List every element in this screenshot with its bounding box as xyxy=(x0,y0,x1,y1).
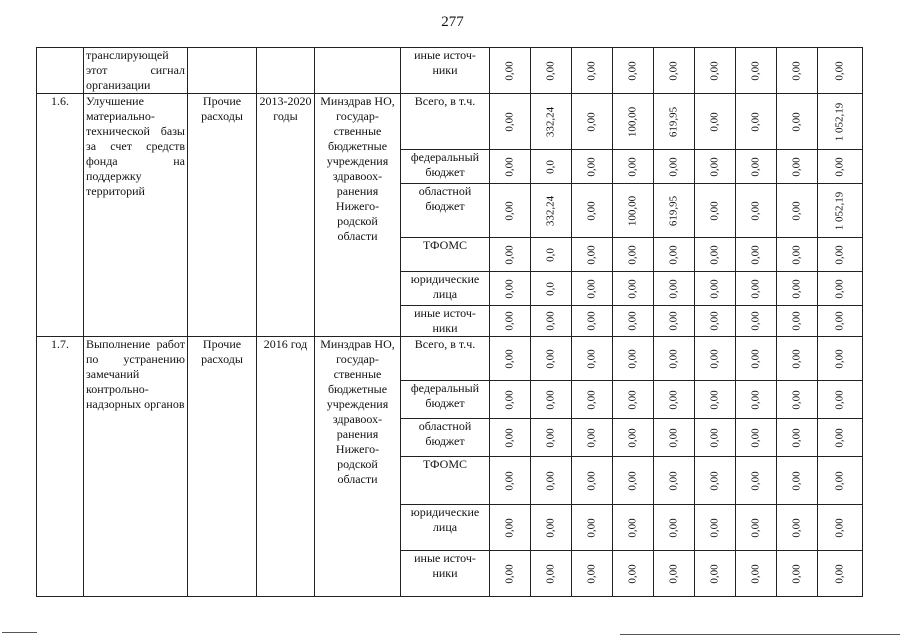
value-cell xyxy=(654,150,695,184)
value-cell xyxy=(531,48,572,94)
value-cell xyxy=(695,272,736,306)
value-cell xyxy=(613,419,654,457)
value-text: 0,00 xyxy=(790,427,803,448)
value-text: 0,00 xyxy=(749,311,762,331)
value-cell xyxy=(572,457,613,505)
item-period xyxy=(257,48,315,94)
value-text: 0,00 xyxy=(708,389,721,410)
value-cell xyxy=(736,551,777,597)
value-cell xyxy=(818,94,863,150)
footer-rule-right xyxy=(620,634,900,635)
value-cell xyxy=(490,306,531,337)
value-text: 0,00 xyxy=(585,470,598,491)
value-text: 0,00 xyxy=(667,278,680,299)
value-text: 619,95 xyxy=(667,106,680,137)
value-cell xyxy=(818,150,863,184)
value-cell xyxy=(654,238,695,272)
value-text: 0,00 xyxy=(790,200,803,221)
value-cell xyxy=(736,419,777,457)
value-cell xyxy=(531,419,572,457)
value-cell xyxy=(736,48,777,94)
value-text: 332,24 xyxy=(544,195,557,226)
value-cell xyxy=(572,238,613,272)
value-text: 0,00 xyxy=(708,311,721,331)
value-cell xyxy=(695,184,736,238)
value-text: 0,00 xyxy=(790,517,803,538)
value-text: 0,00 xyxy=(503,156,516,177)
value-cell xyxy=(695,505,736,551)
value-text: 0,00 xyxy=(544,311,557,331)
value-text: 0,00 xyxy=(749,200,762,221)
value-cell xyxy=(695,238,736,272)
value-text: 0,00 xyxy=(585,311,598,331)
value-cell xyxy=(654,551,695,597)
value-cell xyxy=(490,381,531,419)
table-row xyxy=(37,48,863,94)
funding-source: Всего, в т.ч. xyxy=(401,337,490,381)
value-cell xyxy=(736,238,777,272)
value-text: 0,00 xyxy=(790,311,803,331)
value-cell xyxy=(777,381,818,419)
value-text: 0,00 xyxy=(708,563,721,584)
item-number xyxy=(37,48,84,94)
value-text: 100,00 xyxy=(626,195,639,226)
value-text: 0,00 xyxy=(749,111,762,132)
value-text: 0,00 xyxy=(585,156,598,177)
value-text: 0,00 xyxy=(544,517,557,538)
table-body xyxy=(37,48,863,597)
value-cell xyxy=(531,306,572,337)
page-number: 277 xyxy=(441,14,464,30)
funding-source: иные источ-ники xyxy=(401,48,490,94)
value-cell xyxy=(531,94,572,150)
value-cell xyxy=(818,381,863,419)
value-cell xyxy=(490,551,531,597)
value-text: 0,00 xyxy=(833,311,846,331)
value-cell xyxy=(654,381,695,419)
value-text: 0,00 xyxy=(503,389,516,410)
value-cell xyxy=(572,419,613,457)
value-text: 0,00 xyxy=(585,111,598,132)
value-text: 619,95 xyxy=(667,195,680,226)
value-cell xyxy=(777,272,818,306)
value-text: 0,00 xyxy=(667,470,680,491)
value-text: 0,00 xyxy=(708,244,721,265)
value-cell xyxy=(777,505,818,551)
value-text: 0,00 xyxy=(626,311,639,331)
value-text: 0,00 xyxy=(503,348,516,369)
item-category: Прочие расходы xyxy=(188,94,257,337)
value-text: 0,00 xyxy=(749,470,762,491)
value-cell xyxy=(695,419,736,457)
item-description: Улучшение материально-технической базы за счет средств фонда на поддержку территорий xyxy=(84,94,188,337)
value-text: 0,00 xyxy=(833,563,846,584)
value-text: 0,00 xyxy=(503,563,516,584)
value-cell xyxy=(531,150,572,184)
item-description: транслирующей этот сигнал организации xyxy=(84,48,188,94)
value-text: 0,00 xyxy=(708,348,721,369)
value-cell xyxy=(490,48,531,94)
value-cell xyxy=(736,184,777,238)
table-row xyxy=(37,337,863,381)
value-text: 0,00 xyxy=(585,563,598,584)
value-text: 0,00 xyxy=(708,470,721,491)
funding-source: федеральный бюджет xyxy=(401,150,490,184)
item-category xyxy=(188,48,257,94)
value-cell xyxy=(654,419,695,457)
value-cell xyxy=(777,337,818,381)
value-text: 100,00 xyxy=(626,106,639,137)
value-text: 0,00 xyxy=(833,156,846,177)
value-text: 0,00 xyxy=(833,427,846,448)
value-text: 0,00 xyxy=(503,278,516,299)
value-text: 0,00 xyxy=(790,244,803,265)
value-text: 0,00 xyxy=(667,156,680,177)
funding-source: юридические лица xyxy=(401,272,490,306)
value-text: 0,00 xyxy=(790,111,803,132)
value-cell xyxy=(777,457,818,505)
value-text: 0,00 xyxy=(585,427,598,448)
value-text: 0,00 xyxy=(749,517,762,538)
value-text: 0,00 xyxy=(833,348,846,369)
value-text: 0,00 xyxy=(544,389,557,410)
value-cell xyxy=(531,505,572,551)
value-text: 0,00 xyxy=(626,348,639,369)
value-text: 0,00 xyxy=(708,278,721,299)
value-text: 0,00 xyxy=(708,60,721,81)
value-cell xyxy=(490,184,531,238)
value-text: 0,0 xyxy=(544,247,557,262)
funding-source: областной бюджет xyxy=(401,419,490,457)
value-text: 0,00 xyxy=(790,563,803,584)
value-text: 0,00 xyxy=(626,244,639,265)
funding-source: Всего, в т.ч. xyxy=(401,94,490,150)
value-cell xyxy=(490,457,531,505)
value-text: 0,00 xyxy=(708,517,721,538)
value-text: 0,0 xyxy=(544,159,557,174)
funding-source: ТФОМС xyxy=(401,238,490,272)
item-executor: Минздрав НО, государ-ственные бюджетные учреждения здравоох-ранения Нижего-родской области xyxy=(315,94,401,337)
value-cell xyxy=(818,48,863,94)
value-cell xyxy=(531,457,572,505)
value-text: 0,00 xyxy=(708,111,721,132)
value-text: 0,00 xyxy=(626,278,639,299)
value-text: 1 052,19 xyxy=(833,102,846,141)
value-text: 0,00 xyxy=(544,60,557,81)
value-text: 0,00 xyxy=(833,517,846,538)
value-cell xyxy=(818,419,863,457)
value-text: 0,00 xyxy=(749,278,762,299)
value-cell xyxy=(531,337,572,381)
value-cell xyxy=(777,306,818,337)
value-text: 0,00 xyxy=(708,427,721,448)
value-cell xyxy=(613,457,654,505)
value-cell xyxy=(613,184,654,238)
value-cell xyxy=(818,551,863,597)
item-executor: Минздрав НО, государ-ственные бюджетные учреждения здравоох-ранения Нижего-родской области xyxy=(315,337,401,597)
value-text: 0,00 xyxy=(667,517,680,538)
value-cell xyxy=(777,150,818,184)
item-number: 1.6. xyxy=(37,94,84,337)
value-cell xyxy=(818,337,863,381)
value-cell xyxy=(818,272,863,306)
value-cell xyxy=(613,150,654,184)
value-cell xyxy=(654,94,695,150)
value-cell xyxy=(613,272,654,306)
value-text: 0,00 xyxy=(708,200,721,221)
item-number: 1.7. xyxy=(37,337,84,597)
value-text: 0,00 xyxy=(667,348,680,369)
value-cell xyxy=(531,184,572,238)
value-cell xyxy=(777,48,818,94)
value-text: 0,00 xyxy=(667,244,680,265)
item-category: Прочие расходы xyxy=(188,337,257,597)
value-cell xyxy=(777,184,818,238)
value-text: 0,00 xyxy=(626,427,639,448)
value-text: 0,00 xyxy=(833,470,846,491)
value-text: 0,00 xyxy=(708,156,721,177)
value-text: 0,00 xyxy=(503,244,516,265)
value-text: 0,0 xyxy=(544,281,557,296)
value-cell xyxy=(695,150,736,184)
funding-source: иные источ-ники xyxy=(401,551,490,597)
value-cell xyxy=(572,272,613,306)
value-cell xyxy=(572,505,613,551)
value-text: 0,00 xyxy=(544,348,557,369)
value-cell xyxy=(572,337,613,381)
value-cell xyxy=(613,94,654,150)
value-text: 0,00 xyxy=(749,156,762,177)
value-cell xyxy=(818,184,863,238)
value-text: 0,00 xyxy=(667,389,680,410)
funding-source: иные источ-ники xyxy=(401,306,490,337)
value-cell xyxy=(736,337,777,381)
footer-rule-left xyxy=(2,632,37,633)
value-cell xyxy=(736,272,777,306)
value-text: 0,00 xyxy=(833,389,846,410)
value-text: 0,00 xyxy=(585,60,598,81)
value-text: 0,00 xyxy=(503,517,516,538)
value-cell xyxy=(490,272,531,306)
value-cell xyxy=(613,381,654,419)
value-cell xyxy=(613,238,654,272)
value-cell xyxy=(818,306,863,337)
value-text: 0,00 xyxy=(749,348,762,369)
value-text: 0,00 xyxy=(749,389,762,410)
value-cell xyxy=(736,381,777,419)
value-text: 0,00 xyxy=(585,200,598,221)
value-cell xyxy=(613,337,654,381)
value-text: 0,00 xyxy=(790,278,803,299)
value-cell xyxy=(736,306,777,337)
value-text: 0,00 xyxy=(833,278,846,299)
value-cell xyxy=(490,94,531,150)
value-text: 0,00 xyxy=(503,60,516,81)
value-cell xyxy=(777,94,818,150)
value-cell xyxy=(490,150,531,184)
value-cell xyxy=(613,505,654,551)
value-cell xyxy=(736,505,777,551)
value-cell xyxy=(531,551,572,597)
value-text: 0,00 xyxy=(667,311,680,331)
value-cell xyxy=(695,94,736,150)
value-text: 0,00 xyxy=(790,348,803,369)
value-text: 0,00 xyxy=(585,348,598,369)
item-executor xyxy=(315,48,401,94)
value-cell xyxy=(654,184,695,238)
funding-source: областной бюджет xyxy=(401,184,490,238)
value-cell xyxy=(695,306,736,337)
value-text: 0,00 xyxy=(626,389,639,410)
value-text: 332,24 xyxy=(544,106,557,137)
value-text: 0,00 xyxy=(790,60,803,81)
value-cell xyxy=(572,150,613,184)
value-cell xyxy=(490,505,531,551)
funding-source: ТФОМС xyxy=(401,457,490,505)
value-text: 0,00 xyxy=(503,111,516,132)
value-text: 0,00 xyxy=(544,563,557,584)
value-cell xyxy=(572,94,613,150)
budget-table xyxy=(36,47,863,597)
value-cell xyxy=(490,337,531,381)
value-text: 0,00 xyxy=(626,470,639,491)
value-cell xyxy=(654,505,695,551)
value-text: 0,00 xyxy=(667,563,680,584)
value-cell xyxy=(654,48,695,94)
value-cell xyxy=(572,184,613,238)
value-text: 0,00 xyxy=(626,563,639,584)
value-text: 0,00 xyxy=(585,278,598,299)
value-cell xyxy=(695,457,736,505)
value-text: 1 052,19 xyxy=(833,191,846,230)
value-text: 0,00 xyxy=(626,517,639,538)
value-cell xyxy=(777,238,818,272)
value-text: 0,00 xyxy=(585,517,598,538)
value-cell xyxy=(736,94,777,150)
funding-source: юридические лица xyxy=(401,505,490,551)
value-text: 0,00 xyxy=(544,427,557,448)
value-text: 0,00 xyxy=(626,156,639,177)
value-cell xyxy=(613,306,654,337)
value-cell xyxy=(613,551,654,597)
funding-source: федеральный бюджет xyxy=(401,381,490,419)
value-cell xyxy=(572,381,613,419)
value-text: 0,00 xyxy=(749,563,762,584)
value-text: 0,00 xyxy=(503,470,516,491)
value-text: 0,00 xyxy=(749,60,762,81)
value-cell xyxy=(818,457,863,505)
value-cell xyxy=(818,505,863,551)
value-text: 0,00 xyxy=(503,427,516,448)
value-text: 0,00 xyxy=(833,60,846,81)
value-text: 0,00 xyxy=(585,244,598,265)
value-text: 0,00 xyxy=(667,427,680,448)
value-text: 0,00 xyxy=(749,427,762,448)
value-cell xyxy=(654,306,695,337)
value-cell xyxy=(572,306,613,337)
value-cell xyxy=(736,150,777,184)
value-text: 0,00 xyxy=(790,156,803,177)
value-cell xyxy=(531,381,572,419)
value-cell xyxy=(777,419,818,457)
value-cell xyxy=(490,419,531,457)
value-cell xyxy=(695,48,736,94)
value-cell xyxy=(736,457,777,505)
value-cell xyxy=(531,238,572,272)
value-cell xyxy=(695,381,736,419)
value-cell xyxy=(777,551,818,597)
table-row xyxy=(37,94,863,150)
value-cell xyxy=(818,238,863,272)
value-cell xyxy=(654,337,695,381)
value-text: 0,00 xyxy=(749,244,762,265)
item-period: 2016 год xyxy=(257,337,315,597)
value-text: 0,00 xyxy=(585,389,598,410)
value-text: 0,00 xyxy=(790,470,803,491)
value-cell xyxy=(531,272,572,306)
value-cell xyxy=(572,48,613,94)
value-text: 0,00 xyxy=(503,311,516,331)
value-cell xyxy=(654,457,695,505)
value-text: 0,00 xyxy=(544,470,557,491)
value-cell xyxy=(572,551,613,597)
value-cell xyxy=(613,48,654,94)
value-text: 0,00 xyxy=(503,200,516,221)
item-description: Выполнение работ по устранению замечаний контрольно-надзорных органов xyxy=(84,337,188,597)
value-text: 0,00 xyxy=(833,244,846,265)
value-text: 0,00 xyxy=(667,60,680,81)
value-cell xyxy=(695,337,736,381)
value-cell xyxy=(695,551,736,597)
value-cell xyxy=(490,238,531,272)
value-text: 0,00 xyxy=(626,60,639,81)
item-period: 2013-2020 годы xyxy=(257,94,315,337)
value-text: 0,00 xyxy=(790,389,803,410)
value-cell xyxy=(654,272,695,306)
